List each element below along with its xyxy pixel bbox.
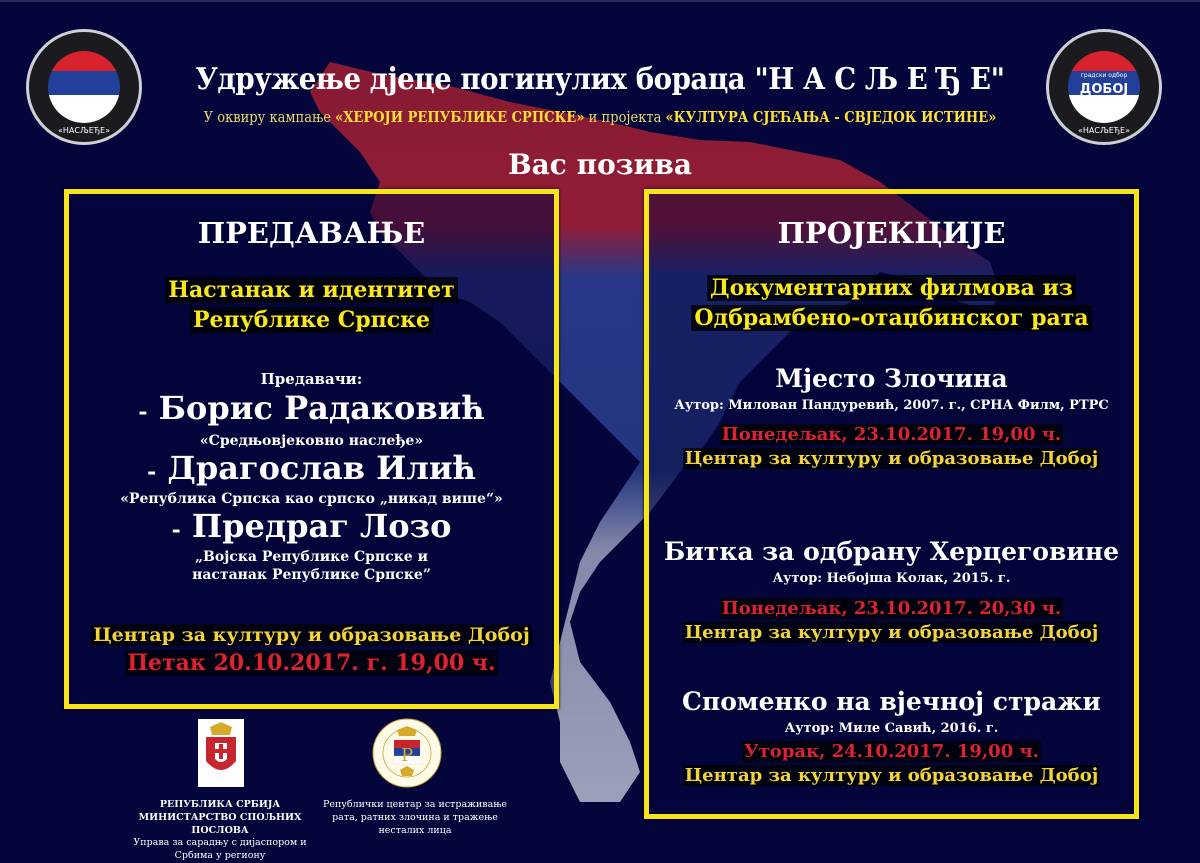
film-author: Аутор: Небојша Колак, 2015. г.: [772, 571, 1011, 586]
svg-text:«НАСЉЕЂЕ»: «НАСЉЕЂЕ»: [1077, 126, 1131, 135]
film-author: Аутор: Миле Савић, 2016. г.: [784, 721, 999, 736]
screenings-subtitle: Документарних филмова из Одбрамбено-отаџбинског рата: [649, 274, 1134, 333]
film-title: Мјесто Злочина: [775, 364, 1008, 393]
lecture-venue: Центар за културу и образовање Добој: [93, 624, 530, 646]
film-author: Аутор: Милован Пандуревић, 2007. г., СРНА Филм, РТРС: [674, 398, 1109, 413]
nasledje-doboj-logo-right: [1044, 27, 1164, 147]
film-venue: Центар за културу и образовање Добој: [684, 448, 1099, 469]
svg-text:градски одбор: градски одбор: [1080, 72, 1128, 79]
svg-text:«НАСЉЕЂЕ»: «НАСЉЕЂЕ»: [57, 126, 111, 135]
speaker-topic: „Војска Републике Српске и настанак Републике Српске”: [192, 549, 431, 584]
film-title: Споменко на вјечној стражи: [682, 687, 1101, 716]
svg-text:ДОБОЈ: ДОБОЈ: [1079, 82, 1129, 97]
lecture-topic: Настанак и идентитет Републике Српске: [69, 276, 554, 335]
project-name: «КУЛТУРА СЈЕЋАЊА - СВЈЕДОК ИСТИНЕ»: [665, 109, 997, 126]
speaker-name: - Борис Радаковић: [138, 389, 485, 427]
film-venue: Центар за културу и образовање Добој: [684, 622, 1099, 643]
screenings-box: [644, 189, 1139, 819]
lecture-title: ПРЕДАВАЊЕ: [197, 216, 426, 250]
film-date: Понедељак, 23.10.2017. 19,00 ч.: [721, 424, 1062, 445]
film-title: Битка за одбрану Херцеговине: [663, 537, 1120, 566]
republika-srpska-emblem-icon: [372, 718, 442, 788]
screenings-title: ПРОЈЕКЦИЈЕ: [777, 216, 1006, 250]
organization-title: Удружење дјеце погинулих бораца "Н А С Љ Е Ђ Е": [195, 62, 1005, 97]
invite-heading: Вас позива: [507, 148, 692, 181]
nasledje-logo-left: [24, 27, 144, 147]
speaker-name: - Предраг Лозо: [171, 507, 452, 545]
campaign-subtitle: У оквиру кампање «ХЕРОЈИ РЕПУБЛИКЕ СРПСКЕ» и пројекта «КУЛТУРА СЈЕЋАЊА - СВЈЕДОК ИСТИНЕ»: [203, 109, 997, 126]
film-date: Уторак, 24.10.2017. 19,00 ч.: [744, 741, 1039, 762]
serbia-coat-of-arms-icon: [198, 719, 244, 787]
speaker-name: - Драгослав Илић: [147, 449, 476, 487]
lecture-date: Петак 20.10.2017. г. 19,00 ч.: [127, 650, 496, 676]
svg-text:P: P: [400, 745, 414, 766]
lecture-box: [64, 189, 559, 709]
film-date: Понедељак, 23.10.2017. 20,30 ч.: [721, 598, 1062, 619]
film-venue: Центар за културу и образовање Добој: [684, 765, 1099, 786]
rs-research-center-text: Републички центар за истраживање рата, ратних злочина и тражење несталих лица: [322, 799, 508, 836]
speaker-topic: «Средњовјековно наслеђе»: [199, 433, 424, 449]
serbia-ministry-text: РЕПУБЛИКА СРБИЈА МИНИСТАРСТВО СПОЉНИХ ПОСЛОВА Управа за сарадњу с дијаспором и Србима у региону: [133, 799, 307, 862]
campaign-name: «ХЕРОЈИ РЕПУБЛИКЕ СРПСКЕ»: [335, 109, 585, 126]
speakers-label: Предавачи:: [260, 370, 363, 388]
speaker-topic: «Република Српска као српско „никад више“»: [120, 491, 503, 507]
